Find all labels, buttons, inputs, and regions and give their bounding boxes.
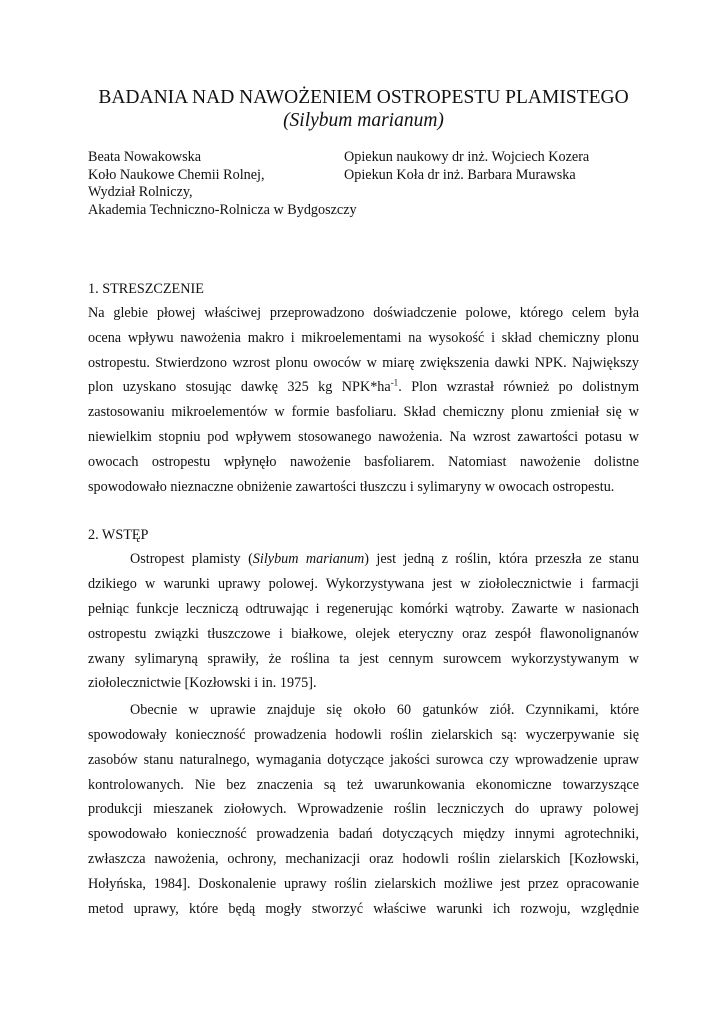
text-line: niewielkim stopniu pod wpływem stosowanego nawożenia. Na wzrost zawartości potasu w — [88, 428, 639, 445]
authors-left-column — [88, 149, 357, 219]
supervisor-line: Opiekun naukowy dr inż. Wojciech Kozera — [344, 149, 590, 165]
text-line: ostropestu związki tłuszczowe i białkowe, olejek eteryczny oraz zespół flawonolignanów — [88, 625, 639, 642]
document-page — [88, 86, 639, 921]
text-line: pełniąc funkcje leczniczą odtruwając i regenerując komórki wątroby. Zawarte w nasionach — [88, 600, 639, 617]
text-line: zasobów stanu naturalnego, wymagania dotyczące jakości surowca czy wprowadzenie upraw — [88, 751, 639, 768]
text-line: zastosowaniu mikroelementów w formie basfoliaru. Skład chemiczny plonu zmieniał się w — [88, 404, 639, 421]
text-line: produkcji mieszanek ziołowych. Wprowadzenie roślin leczniczych do uprawy polowej — [88, 801, 639, 818]
club-supervisor-line: Opiekun Koła dr inż. Barbara Murawska — [344, 166, 576, 183]
text-fragment: plon uzyskano stosując dawkę 325 kg NPK*ha — [88, 379, 391, 396]
text-line: ziołolecznictwie [Kozłowski i in. 1975]. — [88, 675, 317, 692]
text-line: metod uprawy, które będą mogły stworzyć właściwe warunki ich rozwoju, względnie — [88, 900, 639, 917]
intro-paragraph-1 — [88, 547, 639, 696]
text-line: Hołyńska, 1984]. Doskonalenie uprawy roślin zielarskich możliwe jest przez opracowanie — [88, 875, 639, 892]
text-line: ocena wpływu nawożenia makro i mikroelementami na wysokość i skład chemiczny plonu — [88, 329, 639, 346]
authors-block — [88, 149, 639, 221]
text-line: owocach ostropestu wpłynęło nawożenie basfoliarem. Natomiast nawożenie dolistne — [88, 453, 639, 470]
section-heading-abstract: 1. STRESZCZENIE — [88, 281, 204, 297]
text-line: zwany sylimaryną sprawiły, że roślina ta jest cennym surowcem wykorzystywanym w — [88, 650, 639, 667]
author-affiliation: Koło Naukowe Chemii Rolnej, — [88, 166, 265, 183]
text-line: Na glebie płowej właściwej przeprowadzono doświadczenie polowe, którego celem była — [88, 305, 639, 321]
text-fragment: Ostropest plamisty ( — [130, 551, 253, 568]
section-heading-introduction: 2. WSTĘP — [88, 527, 149, 544]
paper-title: BADANIA NAD NAWOŻENIEM OSTROPESTU PLAMISTEGO — [98, 87, 629, 108]
author-name: Beata Nowakowska — [88, 149, 202, 165]
species-name: Silybum marianum — [252, 551, 365, 568]
text-line: spowodowało konieczność prowadzenia badań dotyczących między innymi agrotechniki, — [88, 826, 639, 843]
author-university: Akademia Techniczno-Rolnicza w Bydgoszczy — [88, 201, 357, 218]
text-fragment: . Plon wzrastał również po dolistnym — [398, 379, 639, 396]
abstract-paragraph — [88, 301, 639, 499]
text-line: dzikiego w warunki uprawy polowej. Wykorzystywana jest w ziołolecznictwie i farmacji — [88, 576, 639, 593]
text-line — [88, 375, 639, 400]
text-line: ostropestu. Stwierdzono wzrost plonu owoców w miarę zwiększenia dawki NPK. Największy — [88, 354, 639, 371]
text-line: spowodowało nieznaczne obniżenie zawartości tłuszczu i sylimaryny w owocach ostropestu. — [88, 478, 615, 495]
author-faculty: Wydział Rolniczy, — [88, 184, 193, 200]
text-line: Obecnie w uprawie znajduje się około 60 gatunków ziół. Czynnikami, które — [130, 702, 639, 719]
intro-paragraph-2 — [88, 698, 639, 921]
text-fragment: ) jest jedną z roślin, która przeszła ze stanu — [364, 551, 639, 568]
authors-right-column — [344, 149, 644, 184]
text-line: zwłaszcza nawożenia, ochrony, mechanizacji oraz hodowli roślin zielarskich [Kozłowski, — [88, 850, 639, 867]
superscript: -1 — [390, 377, 399, 388]
paper-subtitle: (Silybum marianum) — [283, 110, 444, 131]
text-line — [88, 547, 639, 572]
text-line: kontrolowanych. Nie bez znaczenia są też uwarunkowania ekonomiczne towarzyszące — [88, 776, 639, 793]
text-line: spowodowały konieczność prowadzenia hodowli roślin zielarskich są: wyczerpywanie się — [88, 726, 639, 743]
